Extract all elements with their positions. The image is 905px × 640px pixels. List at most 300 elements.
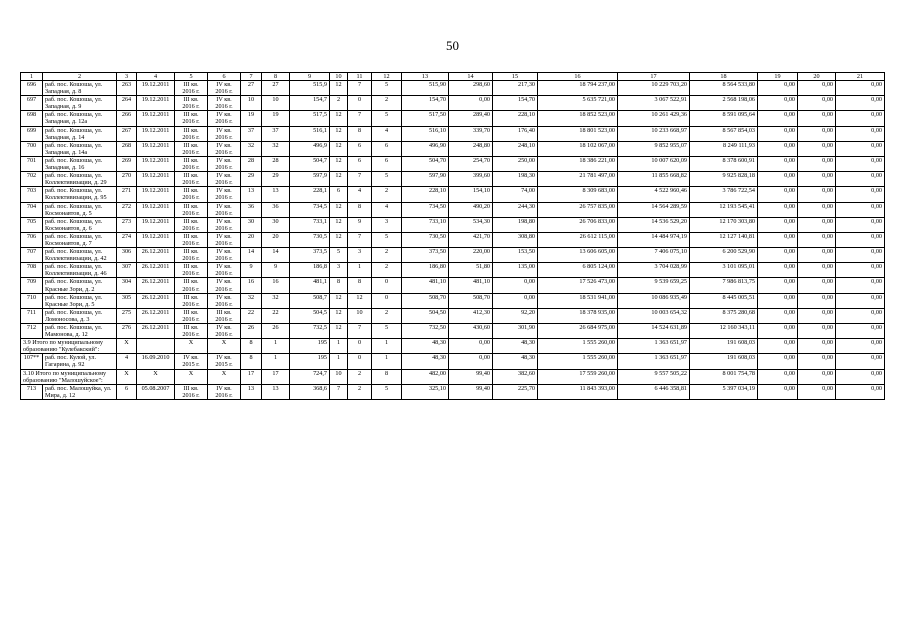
table-cell: 32 — [262, 293, 290, 308]
table-cell: 225,70 — [493, 384, 538, 399]
table-cell: 18 378 935,00 — [538, 308, 618, 323]
table-cell: 217,30 — [493, 81, 538, 96]
table-cell: 0,00 — [798, 126, 836, 141]
table-cell: 153,50 — [493, 248, 538, 263]
table-cell: 0,00 — [798, 293, 836, 308]
table-cell: 0,00 — [836, 111, 885, 126]
table-cell: 228,10 — [402, 187, 449, 202]
table-cell: 264 — [117, 96, 137, 111]
table-cell: 14 524 631,89 — [618, 324, 690, 339]
table-cell: 0,00 — [798, 172, 836, 187]
table-cell: 0,00 — [836, 202, 885, 217]
table-cell: 8 001 754,78 — [690, 369, 758, 384]
table-cell: 3.10 Итого по муниципальному образованию "Малошуйское": — [21, 369, 117, 384]
table-cell: 26 — [262, 324, 290, 339]
table-cell: 6 — [330, 187, 348, 202]
table-cell: 0,00 — [758, 96, 798, 111]
table-cell: 12 — [330, 202, 348, 217]
table-cell: 74,00 — [493, 187, 538, 202]
table-cell: 9 539 659,25 — [618, 278, 690, 293]
table-cell: 26 684 975,00 — [538, 324, 618, 339]
table-cell: 29 — [262, 172, 290, 187]
table-cell: 195 — [290, 339, 330, 354]
table-cell: 0,00 — [836, 81, 885, 96]
table-cell: 700 — [21, 141, 43, 156]
table-cell: 504,5 — [290, 308, 330, 323]
table-cell: 9 557 505,22 — [618, 369, 690, 384]
table-cell: раб. пос. Кошоша, ул. Космонавтов, д. 6 — [43, 217, 117, 232]
table-cell: 730,5 — [290, 232, 330, 247]
table-cell: 0,00 — [758, 172, 798, 187]
table-cell — [137, 339, 175, 354]
table-cell: 5 — [372, 232, 402, 247]
table-cell: 8 375 280,68 — [690, 308, 758, 323]
table-cell: 9 852 955,07 — [618, 141, 690, 156]
table-row — [21, 202, 885, 217]
table-cell: III кв. 2016 г. — [175, 202, 208, 217]
table-cell: 92,20 — [493, 308, 538, 323]
table-cell: III кв. 2016 г. — [175, 384, 208, 399]
table-cell: III кв. 2016 г. — [175, 248, 208, 263]
table-cell: 276 — [117, 324, 137, 339]
table-cell: III кв. 2016 г. — [175, 126, 208, 141]
table-cell: 0,00 — [836, 263, 885, 278]
table-cell: 271 — [117, 187, 137, 202]
table-cell: 8 — [330, 278, 348, 293]
table-cell: 29 — [241, 172, 262, 187]
table-row — [21, 232, 885, 247]
table-cell: 272 — [117, 202, 137, 217]
table-cell: 1 — [262, 354, 290, 369]
table-cell: 0,00 — [798, 339, 836, 354]
column-header: 13 — [402, 73, 449, 81]
table-cell: 195 — [290, 354, 330, 369]
table-row — [21, 308, 885, 323]
table-cell: 0,00 — [758, 248, 798, 263]
table-cell: 496,90 — [402, 141, 449, 156]
table-cell: 99,40 — [449, 369, 493, 384]
table-cell: 191 608,03 — [690, 354, 758, 369]
table-cell: 0,00 — [798, 384, 836, 399]
table-cell: 7 — [348, 324, 372, 339]
table-cell: 597,9 — [290, 172, 330, 187]
column-header: 16 — [538, 73, 618, 81]
table-cell: 0,00 — [836, 156, 885, 171]
table-cell: 703 — [21, 187, 43, 202]
table-cell: 26.12.2011 — [137, 248, 175, 263]
table-cell: 0,00 — [798, 263, 836, 278]
table-row — [21, 217, 885, 232]
table-cell: 373,50 — [402, 248, 449, 263]
table-cell: 696 — [21, 81, 43, 96]
table-cell: X — [208, 339, 241, 354]
table-cell: 7 406 075,10 — [618, 248, 690, 263]
table-cell: 8 445 005,51 — [690, 293, 758, 308]
table-cell: 515,9 — [290, 81, 330, 96]
table-cell: IV кв. 2016 г. — [208, 217, 241, 232]
table-cell: раб. пос. Кошоша, ул. Космонавтов, д. 5 — [43, 202, 117, 217]
table-cell: 2 — [348, 369, 372, 384]
column-header: 2 — [43, 73, 117, 81]
table-cell: III кв. 2016 г. — [175, 217, 208, 232]
table-cell: раб. пос. Кошоша, ул. Коллективизации, д. 95 — [43, 187, 117, 202]
column-header: 8 — [262, 73, 290, 81]
table-row — [21, 354, 885, 369]
table-cell: III кв. 2016 г. — [175, 141, 208, 156]
table-cell: IV кв. 2016 г. — [208, 111, 241, 126]
table-cell: 198,30 — [493, 172, 538, 187]
table-cell: 6 — [372, 156, 402, 171]
table-cell: 48,30 — [402, 339, 449, 354]
table-cell: 698 — [21, 111, 43, 126]
table-cell: 154,7 — [290, 96, 330, 111]
table-cell: 0,00 — [758, 81, 798, 96]
table-cell: 368,6 — [290, 384, 330, 399]
table-cell: 26 — [241, 324, 262, 339]
table-cell: 18 852 523,00 — [538, 111, 618, 126]
table-cell: 154,70 — [493, 96, 538, 111]
table-cell: 4 — [372, 202, 402, 217]
column-header: 14 — [449, 73, 493, 81]
table-cell: 515,90 — [402, 81, 449, 96]
table-cell: 508,70 — [449, 293, 493, 308]
table-cell: X — [175, 339, 208, 354]
table-cell: 5 397 034,19 — [690, 384, 758, 399]
table-cell: 8 — [372, 369, 402, 384]
table-cell: 516,1 — [290, 126, 330, 141]
table-row — [21, 187, 885, 202]
table-cell: III кв. 2016 г. — [208, 308, 241, 323]
table-cell: 10 086 935,49 — [618, 293, 690, 308]
table-cell: 13 — [262, 384, 290, 399]
table-cell: 5 — [372, 111, 402, 126]
table-cell: IV кв. 2016 г. — [208, 278, 241, 293]
table-cell: IV кв. 2016 г. — [208, 384, 241, 399]
table-cell: IV кв. 2016 г. — [208, 81, 241, 96]
table-cell: 18 794 237,00 — [538, 81, 618, 96]
table-cell: раб. пос. Кошоша, ул. Западная, д. 9 — [43, 96, 117, 111]
table-cell: X — [175, 369, 208, 384]
table-cell: 0,00 — [836, 354, 885, 369]
column-header: 3 — [117, 73, 137, 81]
table-cell: 0,00 — [758, 293, 798, 308]
table-cell: раб. пос. Кошоша, ул. Коллективизации, д. 29 — [43, 172, 117, 187]
table-cell: III кв. 2016 г. — [175, 156, 208, 171]
table-cell: 248,80 — [449, 141, 493, 156]
table-cell: 730,50 — [402, 232, 449, 247]
table-row — [21, 248, 885, 263]
table-cell: 30 — [241, 217, 262, 232]
table-cell: 1 — [262, 339, 290, 354]
table-cell: 19.12.2011 — [137, 232, 175, 247]
table-row — [21, 369, 885, 384]
table-cell: 308,80 — [493, 232, 538, 247]
table-cell: 7 — [348, 172, 372, 187]
table-cell: 8 — [348, 202, 372, 217]
table-cell: 19.12.2011 — [137, 187, 175, 202]
table-cell: 1 363 651,97 — [618, 339, 690, 354]
table-cell: 10 — [262, 96, 290, 111]
table-cell: 14 564 289,59 — [618, 202, 690, 217]
column-header: 19 — [758, 73, 798, 81]
table-cell: 1 — [372, 339, 402, 354]
table-cell: 2 — [372, 308, 402, 323]
table-cell: 198,80 — [493, 217, 538, 232]
table-cell: 0 — [348, 354, 372, 369]
table-cell: раб. пос. Кошоша, ул. Ломоносова, д. 3 — [43, 308, 117, 323]
table-cell: 6 446 358,81 — [618, 384, 690, 399]
table-cell: 0,00 — [798, 248, 836, 263]
table-cell: 0,00 — [493, 293, 538, 308]
table-cell: 0,00 — [798, 141, 836, 156]
table-cell: III кв. 2016 г. — [175, 187, 208, 202]
table-cell: 2 — [372, 187, 402, 202]
table-cell: 708 — [21, 263, 43, 278]
table-cell: 13 — [262, 187, 290, 202]
table-cell: 517,5 — [290, 111, 330, 126]
table-cell: 99,40 — [449, 384, 493, 399]
table-cell: 12 — [330, 217, 348, 232]
table-cell: 339,70 — [449, 126, 493, 141]
table-cell: 14 536 529,20 — [618, 217, 690, 232]
table-cell: III кв. 2016 г. — [175, 263, 208, 278]
table-cell: 135,00 — [493, 263, 538, 278]
table-cell: 6 805 124,00 — [538, 263, 618, 278]
table-cell: 0,00 — [836, 126, 885, 141]
table-cell: 8 — [241, 354, 262, 369]
table-cell: 306 — [117, 248, 137, 263]
table-cell: 186,8 — [290, 263, 330, 278]
table-cell: 263 — [117, 81, 137, 96]
table-cell: X — [208, 369, 241, 384]
table-cell: 27 — [262, 81, 290, 96]
table-cell: 3 — [330, 263, 348, 278]
table-cell: 421,70 — [449, 232, 493, 247]
table-cell: 12 — [330, 111, 348, 126]
table-cell: 10 233 668,97 — [618, 126, 690, 141]
table-cell: 10 261 429,36 — [618, 111, 690, 126]
table-cell: 19.12.2011 — [137, 217, 175, 232]
table-cell: 26.12.2011 — [137, 308, 175, 323]
table-cell: 697 — [21, 96, 43, 111]
table-row — [21, 324, 885, 339]
table-cell: 8 249 111,93 — [690, 141, 758, 156]
table-cell: 3 067 522,91 — [618, 96, 690, 111]
page-number: 50 — [446, 38, 459, 53]
table-cell: 36 — [241, 202, 262, 217]
table-cell: 19.12.2011 — [137, 81, 175, 96]
table-cell: IV кв. 2016 г. — [208, 172, 241, 187]
table-cell: 482,00 — [402, 369, 449, 384]
table-cell: III кв. 2016 г. — [175, 308, 208, 323]
table-cell: 27 — [241, 81, 262, 96]
table-cell: IV кв. 2015 г. — [175, 354, 208, 369]
table-cell: IV кв. 2016 г. — [208, 232, 241, 247]
table-cell: 48,30 — [402, 354, 449, 369]
table-cell: 4 — [348, 187, 372, 202]
table-cell: 19 — [241, 111, 262, 126]
table-cell: 734,50 — [402, 202, 449, 217]
table-cell: 274 — [117, 232, 137, 247]
table-cell: 12 — [330, 293, 348, 308]
table-cell: 490,20 — [449, 202, 493, 217]
table-cell: III кв. 2016 г. — [175, 81, 208, 96]
table-cell: IV кв. 2016 г. — [208, 293, 241, 308]
table-cell: 7 986 813,75 — [690, 278, 758, 293]
table-cell: 5 — [372, 172, 402, 187]
table-cell: 0,00 — [758, 217, 798, 232]
table-cell: III кв. 2016 г. — [175, 324, 208, 339]
column-header: 6 — [208, 73, 241, 81]
table-cell: 481,10 — [402, 278, 449, 293]
table-cell: раб. пос. Кошоша, ул. Западная, д. 14 — [43, 126, 117, 141]
table-cell: 0,00 — [758, 111, 798, 126]
table-cell: 12 — [348, 293, 372, 308]
table-cell: 19.12.2011 — [137, 172, 175, 187]
table-cell: 412,30 — [449, 308, 493, 323]
table-cell: 733,1 — [290, 217, 330, 232]
table-cell: 1 363 651,97 — [618, 354, 690, 369]
table-cell: 9 925 828,18 — [690, 172, 758, 187]
table-cell: 0,00 — [798, 187, 836, 202]
table-cell: 12 193 545,41 — [690, 202, 758, 217]
table-cell: X — [117, 369, 137, 384]
table-cell: IV кв. 2016 г. — [208, 324, 241, 339]
table-cell: 298,60 — [449, 81, 493, 96]
table-cell: 10 007 620,09 — [618, 156, 690, 171]
table-cell: 19.12.2011 — [137, 141, 175, 156]
table-cell: 22 — [241, 308, 262, 323]
table-cell: 3 — [348, 248, 372, 263]
table-cell: 1 555 260,00 — [538, 339, 618, 354]
table-cell: 10 229 703,20 — [618, 81, 690, 96]
table-cell: 18 531 941,00 — [538, 293, 618, 308]
table-cell: 3 101 095,01 — [690, 263, 758, 278]
table-cell: 0,00 — [836, 384, 885, 399]
table-cell: 12 — [330, 126, 348, 141]
table-cell: 220,00 — [449, 248, 493, 263]
column-header: 10 — [330, 73, 348, 81]
table-cell: 28 — [241, 156, 262, 171]
table-cell: IV кв. 2016 г. — [208, 96, 241, 111]
table-cell: 0,00 — [798, 217, 836, 232]
table-cell: III кв. 2016 г. — [175, 232, 208, 247]
table-cell: 37 — [262, 126, 290, 141]
column-header: 21 — [836, 73, 885, 81]
table-cell: 48,30 — [493, 354, 538, 369]
table-cell: 5 — [372, 81, 402, 96]
table-cell: 22 — [262, 308, 290, 323]
table-cell: III кв. 2016 г. — [175, 111, 208, 126]
table-cell: 732,5 — [290, 324, 330, 339]
table-cell: 704 — [21, 202, 43, 217]
table-cell: 504,7 — [290, 156, 330, 171]
table-cell: 1 — [348, 263, 372, 278]
table-cell: 12 — [330, 156, 348, 171]
table-cell: 0 — [348, 339, 372, 354]
column-header: 7 — [241, 73, 262, 81]
table-cell: 05.08.2007 — [137, 384, 175, 399]
table-cell: 26.12.2011 — [137, 324, 175, 339]
table-cell: 0,00 — [798, 81, 836, 96]
table-cell: 17 526 473,00 — [538, 278, 618, 293]
table-cell: 2 568 198,06 — [690, 96, 758, 111]
table-cell: 0 — [372, 278, 402, 293]
table-cell: раб. пос. Малошуйка, ул. Мира, д. 12 — [43, 384, 117, 399]
table-cell: 0,00 — [798, 308, 836, 323]
table-row — [21, 111, 885, 126]
table-cell: 244,30 — [493, 202, 538, 217]
table-cell: 26 612 115,00 — [538, 232, 618, 247]
table-cell: 0,00 — [798, 324, 836, 339]
table-cell: 481,10 — [449, 278, 493, 293]
table-cell: 301,90 — [493, 324, 538, 339]
table-cell: 51,80 — [449, 263, 493, 278]
table-cell: 0,00 — [836, 232, 885, 247]
table-cell: 26.12.2011 — [137, 293, 175, 308]
table-cell: 14 — [241, 248, 262, 263]
table-cell: 710 — [21, 293, 43, 308]
column-header: 18 — [690, 73, 758, 81]
table-cell: 7 — [330, 384, 348, 399]
table-cell: 12 — [330, 324, 348, 339]
table-cell: 270 — [117, 172, 137, 187]
table-cell: 9 — [348, 217, 372, 232]
column-header: 4 — [137, 73, 175, 81]
table-cell: раб. пос. Кошоша, ул. Красные Зори, д. 2 — [43, 278, 117, 293]
table-cell: 0,00 — [758, 384, 798, 399]
table-cell: 0,00 — [798, 156, 836, 171]
table-cell: 0,00 — [836, 96, 885, 111]
table-cell: 19.12.2011 — [137, 111, 175, 126]
table-cell: 0,00 — [798, 354, 836, 369]
table-cell: раб. пос. Кулой, ул. Гагарина, д. 92 — [43, 354, 117, 369]
table-cell: 268 — [117, 141, 137, 156]
table-cell: 8 378 600,91 — [690, 156, 758, 171]
table-cell: 481,1 — [290, 278, 330, 293]
table-cell: 2 — [372, 248, 402, 263]
table-cell: 48,30 — [493, 339, 538, 354]
table-cell: 13 606 605,00 — [538, 248, 618, 263]
table-cell: 269 — [117, 156, 137, 171]
table-row — [21, 339, 885, 354]
table-cell: 0,00 — [758, 263, 798, 278]
table-cell: 0,00 — [798, 111, 836, 126]
table-cell: 307 — [117, 263, 137, 278]
table-cell: IV кв. 2016 г. — [208, 187, 241, 202]
column-header: 20 — [798, 73, 836, 81]
table-cell: 7 — [348, 111, 372, 126]
table-cell: 702 — [21, 172, 43, 187]
table-cell: 0,00 — [798, 232, 836, 247]
table-cell: IV кв. 2016 г. — [208, 126, 241, 141]
table-cell: раб. пос. Кошоша, ул. Красные Зори, д. 5 — [43, 293, 117, 308]
table-cell: 26.12.2011 — [137, 278, 175, 293]
table-cell: 12 127 140,81 — [690, 232, 758, 247]
table-cell: 8 — [348, 126, 372, 141]
table-cell: 10 — [348, 308, 372, 323]
table-cell: 5 — [372, 384, 402, 399]
table-cell: IV кв. 2016 г. — [208, 202, 241, 217]
table-cell: 0,00 — [758, 339, 798, 354]
table-cell: 17 — [241, 369, 262, 384]
table-cell: IV кв. 2016 г. — [208, 141, 241, 156]
table-cell: 154,10 — [449, 187, 493, 202]
table-cell: 707 — [21, 248, 43, 263]
table-row — [21, 278, 885, 293]
table-cell: 3.9 Итого по муниципальному образованию "Кулебакский": — [21, 339, 117, 354]
table-cell: 0,00 — [758, 141, 798, 156]
